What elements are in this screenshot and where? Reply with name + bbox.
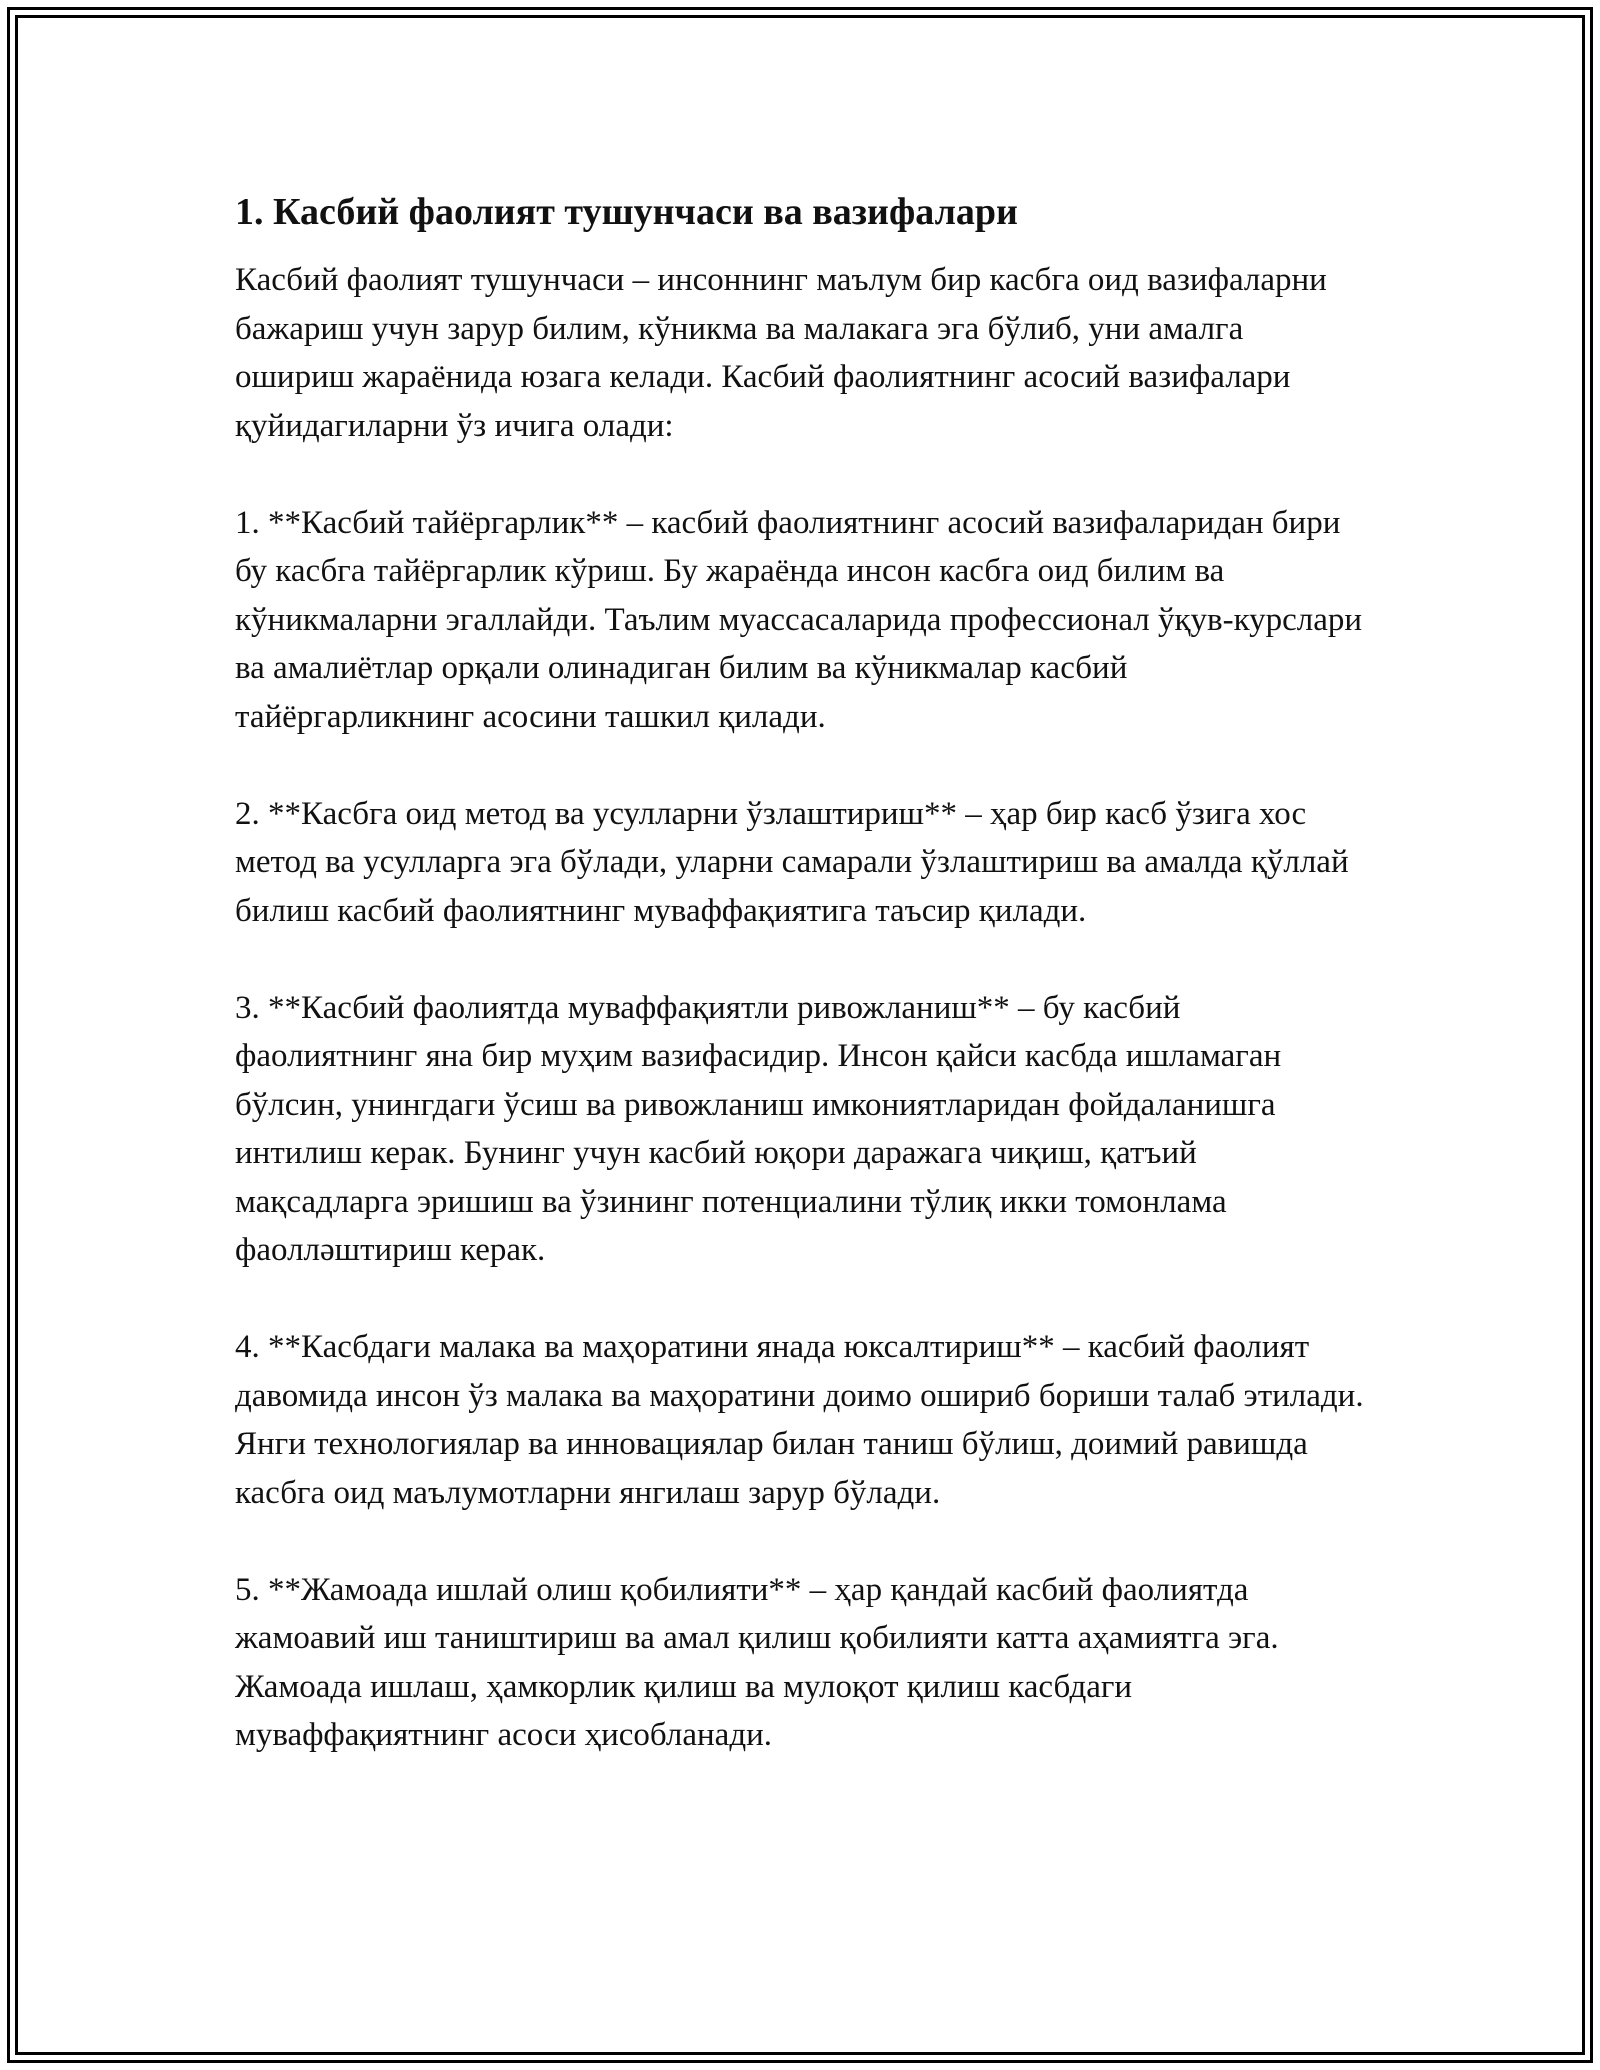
list-item-4: 4. **Касбдаги малака ва маҳоратини янада юксалтириш** – касбий фаолият давомида инсон ўз малака ва маҳоратини доимо ошириб бориши талаб этилади. Янги технологиялар ва инновациялар билан таниш бўлиш, доимий равишда касбга оид маълумотларни янгилаш зарур бўлади. <box>235 1329 1364 1511</box>
list-item-3: 3. **Касбий фаолиятда муваффақиятли ривожланиш** – бу касбий фаолиятнинг яна бир муҳим вазифасидир. Инсон қайси касбда ишламаган бўлсин, унингдаги ўсиш ва ривожланиш имкониятларидан фойдаланишга интилиш керак. Бунинг учун касбий юқори даражага чиқиш, қатъий мақсадларга эришиш ва ўзининг потенциалини тўлиқ икки томонлама фаолләштириш керак. <box>235 989 1282 1268</box>
page-title: 1. Касбий фаолият тушунчаси ва вазифалари <box>235 191 1018 233</box>
intro-paragraph: Касбий фаолият тушунчаси – инсоннинг маълум бир касбга оид вазифаларни бажариш учун зарур билим, кўникма ва малакага эга бўлиб, уни амалга ошириш жараёнида юзага келади. Касбий фаолиятнинг асосий вазифалари қуйидагиларни ўз ичига олади: <box>235 262 1327 444</box>
list-item-1: 1. **Касбий тайёргарлик** – касбий фаолиятнинг асосий вазифаларидан бири бу касбга тайёргарлик кўриш. Бу жараёнда инсон касбга оид билим ва кўникмаларни эгаллайди. Таълим муассасаларида профессионал ўқув-курслари ва амалиётлар орқали олинадиган билим ва кўникмалар касбий тайёргарликнинг асосини ташкил қилади. <box>235 504 1363 735</box>
list-item-2: 2. **Касбга оид метод ва усулларни ўзлаштириш** – ҳар бир касб ўзига хос метод ва усулларга эга бўлади, уларни самарали ўзлаштириш ва амалда қўллай билиш касбий фаолиятнинг муваффақиятига таъсир қилади. <box>235 795 1349 929</box>
document-body <box>235 186 1365 1760</box>
list-item-5: 5. **Жамоада ишлай олиш қобилияти** – ҳар қандай касбий фаолиятда жамоавий иш таништириш ва амал қилиш қобилияти катта аҳамиятга эга. Жамоада ишлаш, ҳамкорлик қилиш ва мулоқот қилиш касбдаги муваффақиятнинг асоси ҳисобланади. <box>235 1571 1279 1753</box>
